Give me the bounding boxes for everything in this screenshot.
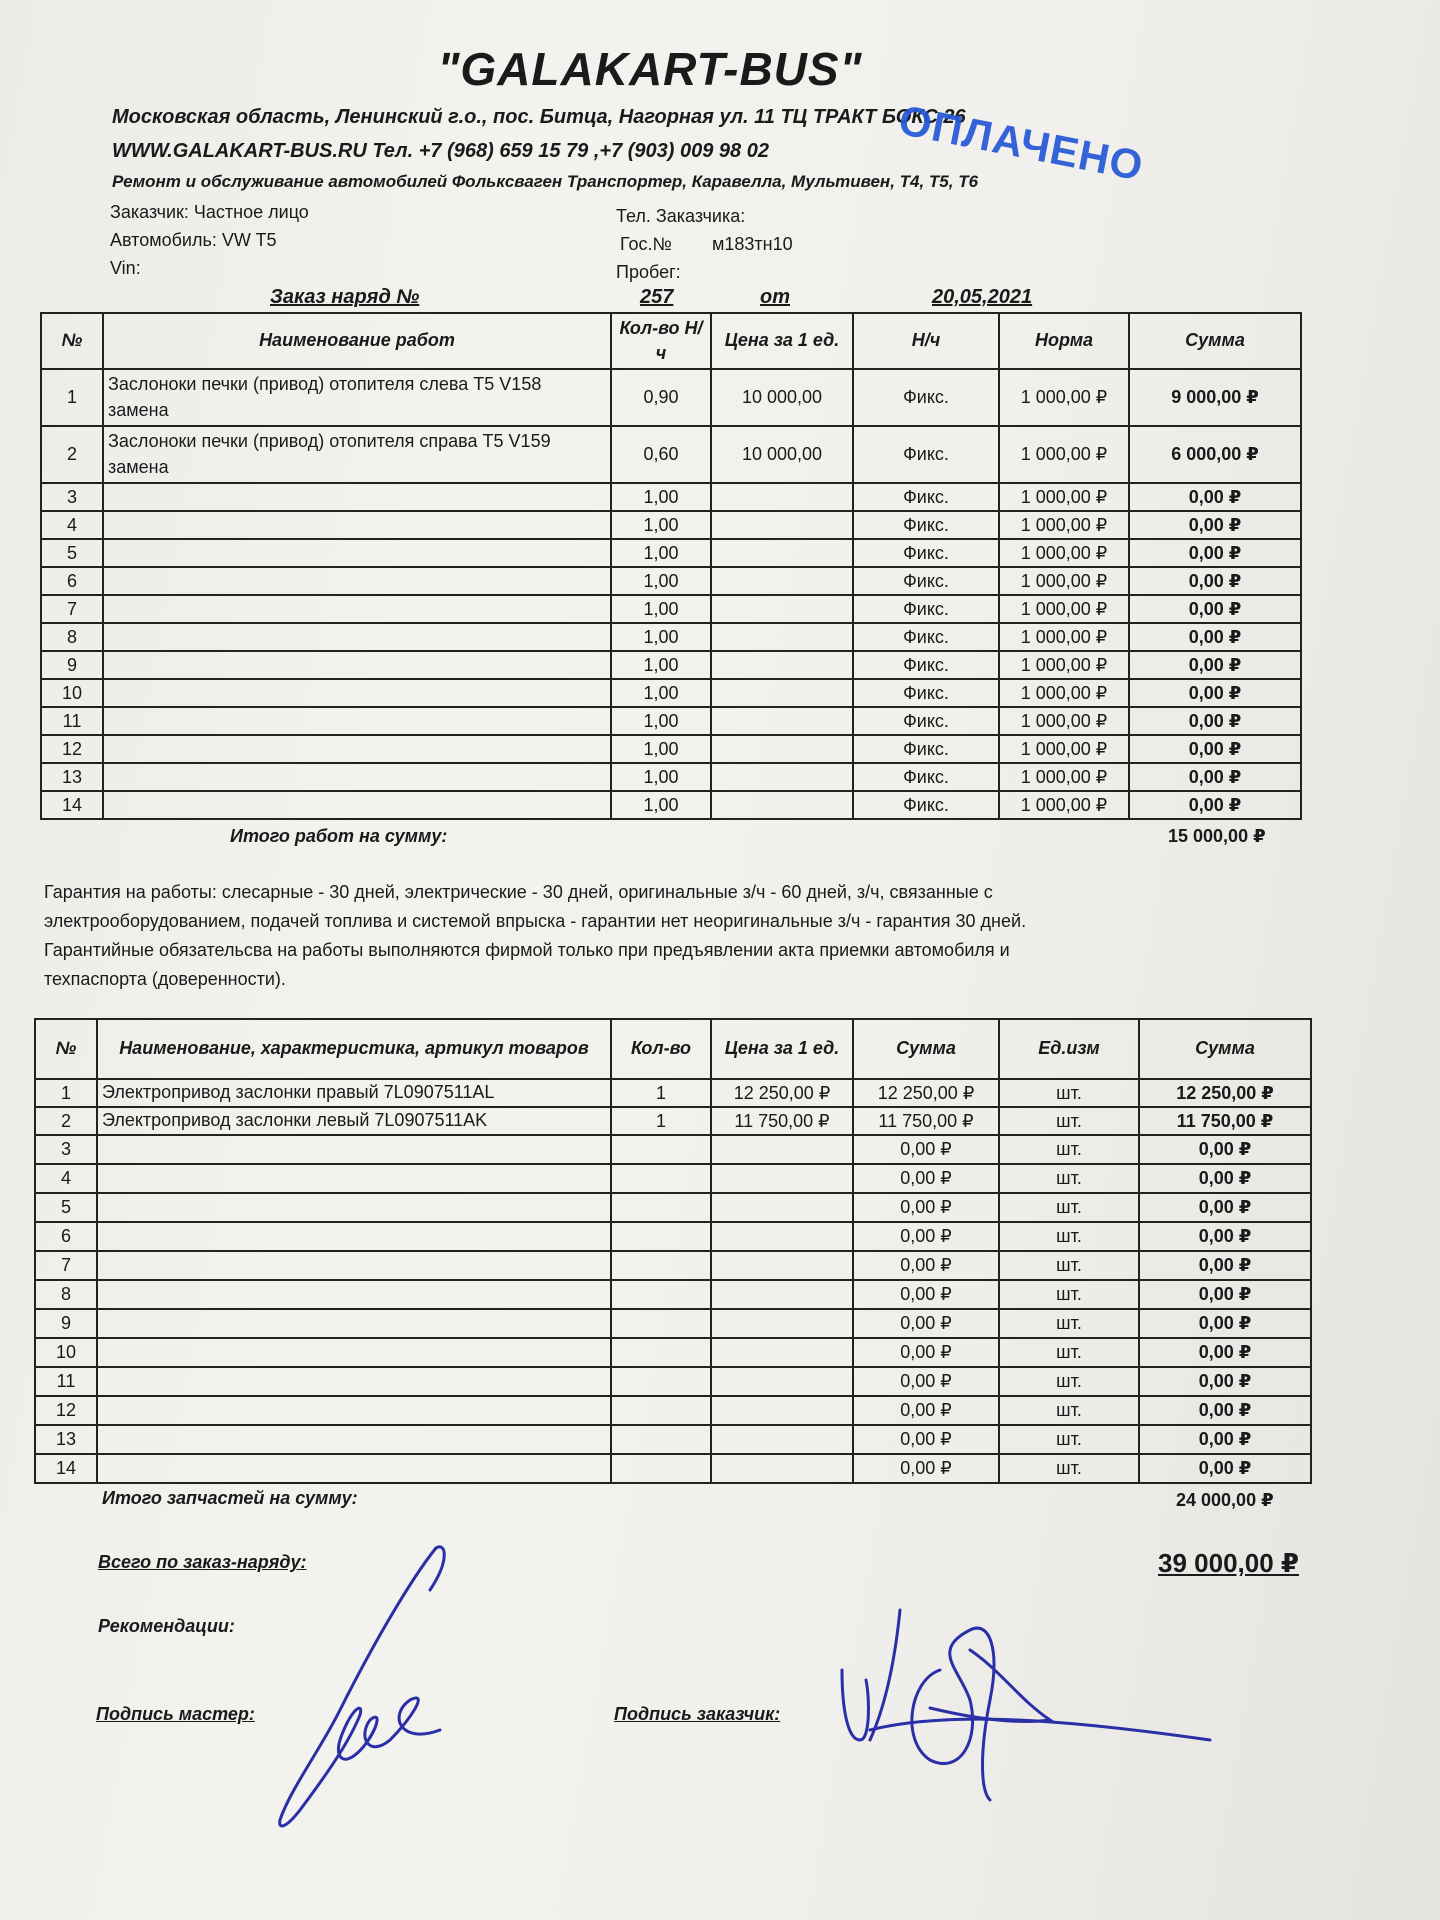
works-cell	[103, 539, 611, 567]
parts-cell: 0,00 ₽	[1139, 1367, 1311, 1396]
works-header-cell: Цена за 1 ед.	[711, 313, 853, 369]
works-header-row	[41, 313, 1301, 369]
works-cell: Фикс.	[853, 707, 999, 735]
parts-cell: 0,00 ₽	[853, 1309, 999, 1338]
works-cell: 0,00 ₽	[1129, 567, 1301, 595]
parts-cell	[611, 1454, 711, 1483]
parts-header-cell: Сумма	[1139, 1019, 1311, 1079]
works-cell: 14	[41, 791, 103, 819]
parts-row	[35, 1425, 1311, 1454]
works-cell	[103, 483, 611, 511]
parts-cell: шт.	[999, 1164, 1139, 1193]
works-cell	[103, 707, 611, 735]
works-cell: Фикс.	[853, 763, 999, 791]
parts-row	[35, 1251, 1311, 1280]
parts-cell: 8	[35, 1280, 97, 1309]
customer-vin: Vin:	[110, 258, 141, 278]
parts-cell	[711, 1425, 853, 1454]
parts-cell: Электропривод заслонки правый 7L0907511AL	[97, 1079, 611, 1107]
parts-row	[35, 1107, 1311, 1135]
parts-cell: 6	[35, 1222, 97, 1251]
works-header-cell: №	[41, 313, 103, 369]
works-cell: 0,00 ₽	[1129, 595, 1301, 623]
works-row	[41, 791, 1301, 819]
company-contacts: WWW.GALAKART-BUS.RU Тел. +7 (968) 659 15 79 ,+7 (903) 009 98 02	[112, 140, 769, 162]
works-cell: 0,00 ₽	[1129, 791, 1301, 819]
works-cell: Фикс.	[853, 567, 999, 595]
parts-cell: шт.	[999, 1135, 1139, 1164]
works-cell: 1 000,00 ₽	[999, 763, 1129, 791]
warranty-text: Гарантия на работы: слесарные - 30 дней, электрические - 30 дней, оригинальные з/ч - 60 дней, з/ч, связанные с электрооборудованием, подачей топлива и системой впрыска - гарантии нет неоригинальные з/ч - гарантия 30 дней. Гарантийные обязательсва на работы выполняются фирмой только при предъявлении акта приемки автомобиля и техпаспорта (доверенности).	[44, 882, 1027, 989]
works-cell: 2	[41, 426, 103, 483]
parts-cell: 0,00 ₽	[1139, 1338, 1311, 1367]
works-row	[41, 511, 1301, 539]
parts-cell: 12 250,00 ₽	[853, 1079, 999, 1107]
parts-cell	[711, 1396, 853, 1425]
parts-cell	[711, 1164, 853, 1193]
works-cell: 1 000,00 ₽	[999, 679, 1129, 707]
works-cell: 1 000,00 ₽	[999, 567, 1129, 595]
works-header-cell: Н/ч	[853, 313, 999, 369]
parts-row	[35, 1193, 1311, 1222]
parts-cell	[97, 1309, 611, 1338]
grand-total-value: 39 000,00 ₽	[1158, 1548, 1299, 1578]
parts-row	[35, 1367, 1311, 1396]
works-cell: Заслоноки печки (привод) отопителя слева T5 V158 замена	[103, 369, 611, 426]
works-cell: Фикс.	[853, 539, 999, 567]
works-cell: 1,00	[611, 679, 711, 707]
parts-row	[35, 1164, 1311, 1193]
parts-cell: 5	[35, 1193, 97, 1222]
parts-cell	[97, 1164, 611, 1193]
parts-cell: 0,00 ₽	[853, 1222, 999, 1251]
works-cell: 11	[41, 707, 103, 735]
parts-cell	[97, 1454, 611, 1483]
parts-cell: Электропривод заслонки левый 7L0907511AK	[97, 1107, 611, 1135]
parts-cell: 0,00 ₽	[1139, 1425, 1311, 1454]
parts-cell: 1	[35, 1079, 97, 1107]
works-header-cell: Наименование работ	[103, 313, 611, 369]
parts-row	[35, 1454, 1311, 1483]
works-cell: 7	[41, 595, 103, 623]
parts-cell: 13	[35, 1425, 97, 1454]
parts-cell	[611, 1425, 711, 1454]
parts-row	[35, 1338, 1311, 1367]
works-cell: Фикс.	[853, 679, 999, 707]
works-cell	[711, 511, 853, 539]
works-cell: Фикс.	[853, 791, 999, 819]
parts-cell	[611, 1367, 711, 1396]
works-row	[41, 567, 1301, 595]
works-cell: 3	[41, 483, 103, 511]
parts-row	[35, 1280, 1311, 1309]
order-from: от	[760, 286, 790, 308]
works-cell: 0,00 ₽	[1129, 679, 1301, 707]
works-cell	[711, 679, 853, 707]
parts-cell: 4	[35, 1164, 97, 1193]
works-cell: 0,00 ₽	[1129, 707, 1301, 735]
master-signature	[260, 1540, 460, 1840]
parts-cell: 7	[35, 1251, 97, 1280]
parts-cell	[611, 1251, 711, 1280]
parts-cell: шт.	[999, 1107, 1139, 1135]
works-row	[41, 679, 1301, 707]
parts-table	[34, 1018, 1312, 1484]
parts-cell: шт.	[999, 1338, 1139, 1367]
works-row	[41, 623, 1301, 651]
parts-cell	[711, 1338, 853, 1367]
order-label: Заказ наряд №	[270, 286, 420, 308]
parts-cell: 0,00 ₽	[853, 1454, 999, 1483]
parts-cell: 0,00 ₽	[1139, 1251, 1311, 1280]
parts-cell: 0,00 ₽	[853, 1280, 999, 1309]
parts-cell: 0,00 ₽	[853, 1193, 999, 1222]
parts-cell	[611, 1193, 711, 1222]
works-cell: 12	[41, 735, 103, 763]
parts-cell	[711, 1193, 853, 1222]
works-cell: 1,00	[611, 763, 711, 791]
plate-value: м183тн10	[712, 234, 793, 254]
parts-cell: шт.	[999, 1425, 1139, 1454]
parts-row	[35, 1396, 1311, 1425]
customer-name: Заказчик: Частное лицо	[110, 202, 309, 222]
works-cell: 1,00	[611, 735, 711, 763]
works-header-cell: Кол-во Н/ч	[611, 313, 711, 369]
works-cell: 1 000,00 ₽	[999, 595, 1129, 623]
company-services: Ремонт и обслуживание автомобилей Фольксваген Транспортер, Каравелла, Мультивен, Т4, Т5, Т6	[112, 172, 979, 191]
parts-total-value: 24 000,00 ₽	[1176, 1490, 1274, 1510]
parts-cell	[611, 1396, 711, 1425]
works-cell	[103, 595, 611, 623]
customer-phone-label: Тел. Заказчика:	[616, 206, 746, 226]
parts-cell: 12	[35, 1396, 97, 1425]
works-total-label: Итого работ на сумму:	[230, 826, 448, 846]
works-cell: 6 000,00 ₽	[1129, 426, 1301, 483]
parts-cell	[611, 1280, 711, 1309]
parts-cell: 0,00 ₽	[1139, 1454, 1311, 1483]
works-header-cell: Норма	[999, 313, 1129, 369]
works-row	[41, 483, 1301, 511]
works-cell: 1 000,00 ₽	[999, 791, 1129, 819]
parts-cell: 1	[611, 1079, 711, 1107]
parts-cell: шт.	[999, 1454, 1139, 1483]
works-cell: 5	[41, 539, 103, 567]
works-cell: 10	[41, 679, 103, 707]
works-cell: Фикс.	[853, 735, 999, 763]
works-cell: Фикс.	[853, 511, 999, 539]
works-row	[41, 426, 1301, 483]
works-cell: 1,00	[611, 595, 711, 623]
works-cell: 0,00 ₽	[1129, 763, 1301, 791]
works-row	[41, 595, 1301, 623]
parts-cell: 0,00 ₽	[853, 1135, 999, 1164]
works-cell: 8	[41, 623, 103, 651]
parts-cell	[711, 1454, 853, 1483]
works-cell: 0,00 ₽	[1129, 511, 1301, 539]
parts-cell: 0,00 ₽	[1139, 1309, 1311, 1338]
works-cell: 6	[41, 567, 103, 595]
company-address: Московская область, Ленинский г.о., пос. Битца, Нагорная ул. 11 ТЦ ТРАКТ БОКС 26	[112, 106, 966, 128]
works-cell	[711, 651, 853, 679]
parts-cell: 3	[35, 1135, 97, 1164]
works-cell: 1,00	[611, 483, 711, 511]
works-cell: 10 000,00	[711, 369, 853, 426]
works-cell	[711, 595, 853, 623]
works-cell: 1,00	[611, 707, 711, 735]
parts-cell: шт.	[999, 1222, 1139, 1251]
works-cell	[103, 651, 611, 679]
works-cell: 0,00 ₽	[1129, 735, 1301, 763]
parts-cell: 14	[35, 1454, 97, 1483]
parts-cell: 0,00 ₽	[1139, 1164, 1311, 1193]
works-cell: 0,00 ₽	[1129, 651, 1301, 679]
grand-total-label: Всего по заказ-наряду:	[98, 1552, 307, 1572]
works-cell	[711, 623, 853, 651]
parts-cell	[711, 1309, 853, 1338]
parts-cell: шт.	[999, 1367, 1139, 1396]
parts-total-label: Итого запчастей на сумму:	[102, 1488, 358, 1508]
parts-cell	[611, 1164, 711, 1193]
parts-cell	[611, 1135, 711, 1164]
parts-cell: шт.	[999, 1251, 1139, 1280]
parts-cell	[97, 1367, 611, 1396]
parts-header-cell: Наименование, характеристика, артикул товаров	[97, 1019, 611, 1079]
order-number: 257	[640, 286, 674, 308]
parts-row	[35, 1222, 1311, 1251]
parts-cell: шт.	[999, 1309, 1139, 1338]
works-cell: 1 000,00 ₽	[999, 735, 1129, 763]
parts-cell: 0,00 ₽	[853, 1367, 999, 1396]
parts-header-cell: №	[35, 1019, 97, 1079]
works-cell: 0,90	[611, 369, 711, 426]
parts-cell	[711, 1367, 853, 1396]
parts-cell: 11 750,00 ₽	[1139, 1107, 1311, 1135]
works-row	[41, 763, 1301, 791]
works-cell: 1 000,00 ₽	[999, 623, 1129, 651]
works-cell: Фикс.	[853, 651, 999, 679]
parts-header-row	[35, 1019, 1311, 1079]
works-cell: 1,00	[611, 623, 711, 651]
parts-cell: 0,00 ₽	[1139, 1222, 1311, 1251]
parts-cell: 0,00 ₽	[853, 1164, 999, 1193]
works-row	[41, 539, 1301, 567]
works-cell: 0,60	[611, 426, 711, 483]
parts-cell	[97, 1251, 611, 1280]
works-cell: 1 000,00 ₽	[999, 539, 1129, 567]
parts-cell	[97, 1222, 611, 1251]
works-cell: 1 000,00 ₽	[999, 483, 1129, 511]
works-cell: 1 000,00 ₽	[999, 511, 1129, 539]
works-cell: 1 000,00 ₽	[999, 369, 1129, 426]
works-cell	[711, 735, 853, 763]
master-signature-label: Подпись мастер:	[96, 1704, 255, 1724]
parts-cell	[97, 1338, 611, 1367]
parts-cell	[97, 1135, 611, 1164]
works-cell: 1 000,00 ₽	[999, 707, 1129, 735]
parts-header-cell: Ед.изм	[999, 1019, 1139, 1079]
paid-stamp: ОПЛАЧЕНО	[895, 96, 1148, 190]
parts-cell	[611, 1309, 711, 1338]
parts-cell: 9	[35, 1309, 97, 1338]
works-cell: 1	[41, 369, 103, 426]
parts-header-cell: Кол-во	[611, 1019, 711, 1079]
works-header-cell: Сумма	[1129, 313, 1301, 369]
parts-cell	[97, 1280, 611, 1309]
works-cell	[103, 511, 611, 539]
works-cell	[103, 735, 611, 763]
parts-cell	[711, 1251, 853, 1280]
parts-cell: 11	[35, 1367, 97, 1396]
parts-cell	[711, 1222, 853, 1251]
works-cell: 9	[41, 651, 103, 679]
works-cell: 0,00 ₽	[1129, 483, 1301, 511]
works-row	[41, 707, 1301, 735]
works-row	[41, 369, 1301, 426]
parts-cell	[611, 1222, 711, 1251]
parts-cell: 2	[35, 1107, 97, 1135]
parts-cell	[97, 1193, 611, 1222]
works-cell: 1,00	[611, 539, 711, 567]
parts-cell: 12 250,00 ₽	[1139, 1079, 1311, 1107]
works-cell	[103, 763, 611, 791]
parts-header-cell: Сумма	[853, 1019, 999, 1079]
works-row	[41, 735, 1301, 763]
parts-header-cell: Цена за 1 ед.	[711, 1019, 853, 1079]
order-date: 20,05,2021	[932, 286, 1033, 308]
company-name: "GALAKART-BUS"	[437, 43, 863, 95]
works-cell: 1,00	[611, 651, 711, 679]
works-cell: 0,00 ₽	[1129, 623, 1301, 651]
works-cell	[711, 567, 853, 595]
works-cell: 1,00	[611, 567, 711, 595]
parts-cell: 0,00 ₽	[853, 1251, 999, 1280]
parts-cell: шт.	[999, 1079, 1139, 1107]
works-cell	[103, 567, 611, 595]
parts-cell	[97, 1425, 611, 1454]
works-cell: 1,00	[611, 791, 711, 819]
works-cell: Фикс.	[853, 595, 999, 623]
parts-cell: 0,00 ₽	[853, 1425, 999, 1454]
parts-cell: 0,00 ₽	[1139, 1396, 1311, 1425]
parts-row	[35, 1309, 1311, 1338]
works-total-value: 15 000,00 ₽	[1168, 826, 1266, 846]
works-cell	[711, 791, 853, 819]
works-cell	[711, 763, 853, 791]
mileage-label: Пробег:	[616, 262, 681, 282]
works-cell	[711, 483, 853, 511]
parts-cell: шт.	[999, 1193, 1139, 1222]
parts-cell	[611, 1338, 711, 1367]
parts-cell	[711, 1280, 853, 1309]
plate-label: Гос.№	[620, 234, 672, 254]
customer-signature-label: Подпись заказчик:	[614, 1704, 781, 1724]
works-cell: 10 000,00	[711, 426, 853, 483]
works-cell: 1 000,00 ₽	[999, 651, 1129, 679]
parts-cell: 0,00 ₽	[853, 1338, 999, 1367]
parts-row	[35, 1135, 1311, 1164]
works-cell: Фикс.	[853, 483, 999, 511]
parts-row	[35, 1079, 1311, 1107]
works-cell: Фикс.	[853, 426, 999, 483]
parts-cell: 12 250,00 ₽	[711, 1079, 853, 1107]
works-table	[40, 312, 1302, 820]
parts-cell: 11 750,00 ₽	[711, 1107, 853, 1135]
parts-cell: 0,00 ₽	[853, 1396, 999, 1425]
recommendations-label: Рекомендации:	[98, 1616, 235, 1636]
works-cell: Заслоноки печки (привод) отопителя справа T5 V159 замена	[103, 426, 611, 483]
parts-cell: 1	[611, 1107, 711, 1135]
parts-cell	[97, 1396, 611, 1425]
customer-signature	[830, 1590, 1230, 1810]
works-cell: Фикс.	[853, 623, 999, 651]
parts-cell: 10	[35, 1338, 97, 1367]
works-cell	[103, 623, 611, 651]
works-cell	[711, 539, 853, 567]
parts-cell: шт.	[999, 1280, 1139, 1309]
works-cell: 9 000,00 ₽	[1129, 369, 1301, 426]
works-row	[41, 651, 1301, 679]
works-cell: 4	[41, 511, 103, 539]
works-cell: 13	[41, 763, 103, 791]
works-cell: Фикс.	[853, 369, 999, 426]
parts-cell: 0,00 ₽	[1139, 1135, 1311, 1164]
customer-car: Автомобиль: VW T5	[110, 230, 277, 250]
works-cell: 1 000,00 ₽	[999, 426, 1129, 483]
parts-cell: 11 750,00 ₽	[853, 1107, 999, 1135]
works-cell	[103, 679, 611, 707]
parts-cell: 0,00 ₽	[1139, 1280, 1311, 1309]
works-cell: 1,00	[611, 511, 711, 539]
parts-cell: шт.	[999, 1396, 1139, 1425]
parts-cell	[711, 1135, 853, 1164]
works-cell	[103, 791, 611, 819]
works-cell	[711, 707, 853, 735]
works-cell: 0,00 ₽	[1129, 539, 1301, 567]
parts-cell: 0,00 ₽	[1139, 1193, 1311, 1222]
